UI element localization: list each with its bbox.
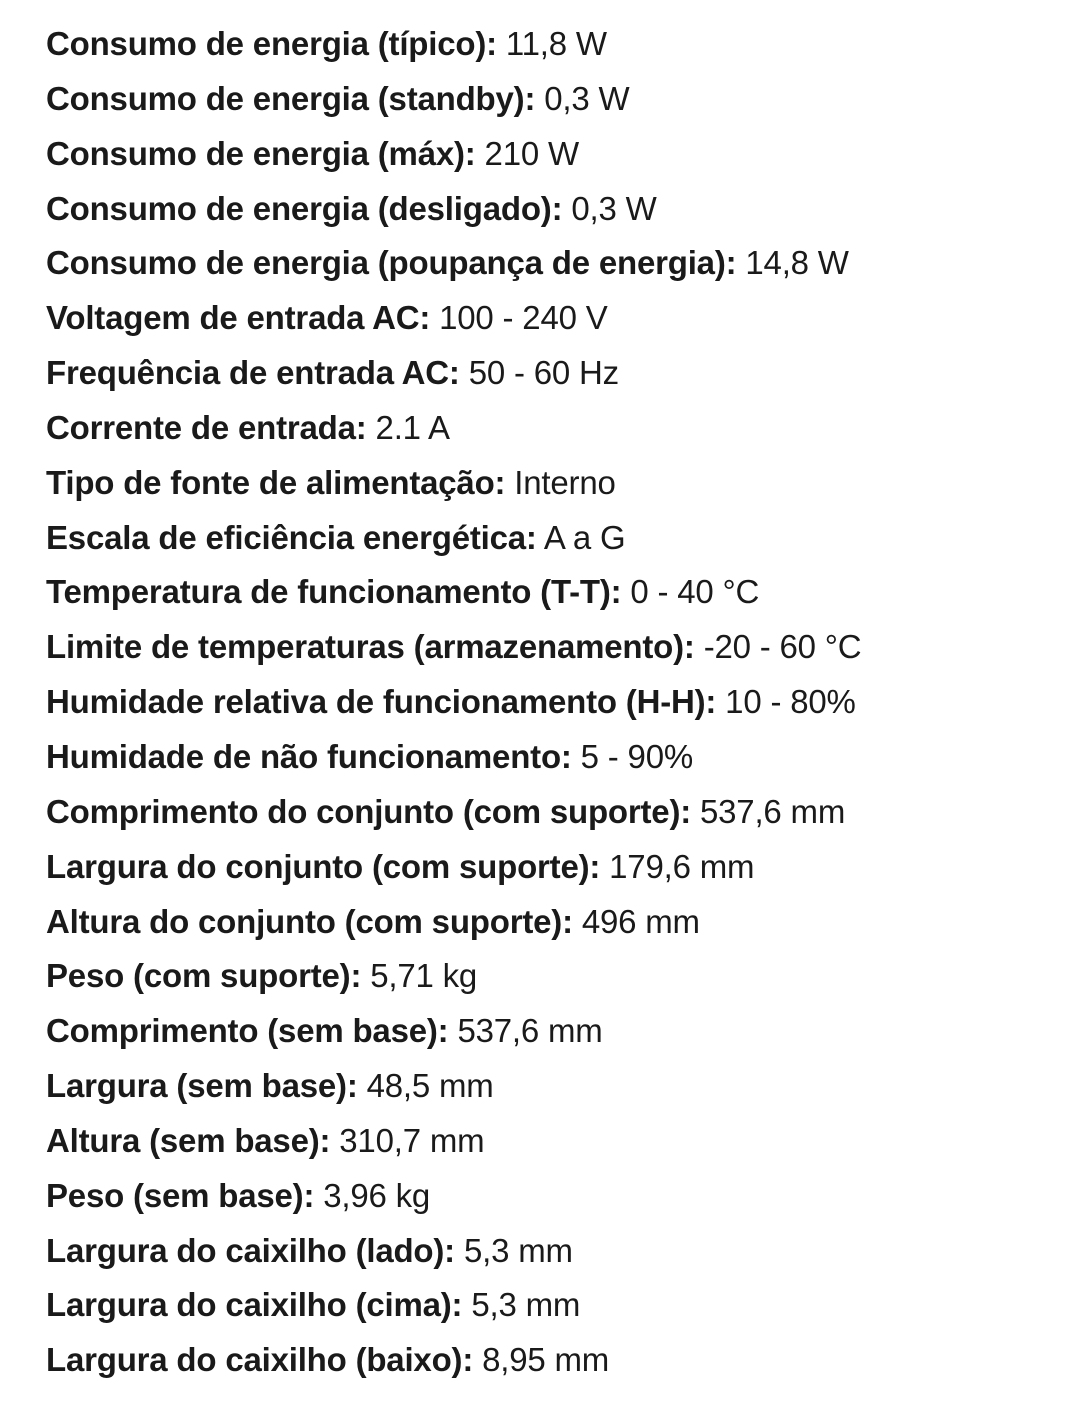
- spec-value: 0 - 40 °C: [630, 573, 760, 611]
- spec-value: 310,7 mm: [339, 1121, 485, 1159]
- spec-row: [46, 565, 1070, 620]
- spec-value: 5,3 mm: [463, 1231, 573, 1269]
- spec-label: Humidade relativa de funcionamento (H-H):: [46, 683, 717, 721]
- spec-label: Largura (sem base):: [46, 1067, 358, 1105]
- spec-row: [46, 182, 1070, 237]
- spec-label: Altura do conjunto (com suporte):: [46, 902, 573, 940]
- spec-value: 210 W: [484, 134, 579, 172]
- spec-row: [46, 236, 1070, 291]
- spec-row: [46, 1333, 1070, 1388]
- spec-value: 5,3 mm: [471, 1286, 581, 1324]
- spec-label: Largura do caixilho (baixo):: [46, 1341, 474, 1379]
- spec-value: A a G: [543, 518, 626, 556]
- spec-value: 179,6 mm: [609, 847, 755, 885]
- spec-value: 0,3 W: [571, 189, 657, 227]
- spec-value: 48,5 mm: [366, 1067, 494, 1105]
- spec-row: [46, 1114, 1070, 1169]
- spec-row: [46, 730, 1070, 785]
- spec-row: [46, 1224, 1070, 1279]
- spec-label: Consumo de energia (standby):: [46, 79, 536, 117]
- spec-list: [46, 17, 1070, 1388]
- spec-label: Consumo de energia (desligado):: [46, 189, 563, 227]
- spec-row: [46, 127, 1070, 182]
- spec-row: [46, 346, 1070, 401]
- spec-label: Frequência de entrada AC:: [46, 354, 460, 392]
- spec-row: [46, 620, 1070, 675]
- spec-row: [46, 895, 1070, 950]
- spec-value: 5 - 90%: [580, 737, 693, 775]
- spec-label: Consumo de energia (máx):: [46, 134, 476, 172]
- spec-value: 0,3 W: [544, 79, 630, 117]
- spec-row: [46, 456, 1070, 511]
- spec-value: 496 mm: [581, 902, 700, 940]
- spec-row: [46, 675, 1070, 730]
- spec-value: 10 - 80%: [725, 683, 856, 721]
- spec-row: [46, 511, 1070, 566]
- spec-label: Peso (com suporte):: [46, 957, 362, 995]
- spec-label: Altura (sem base):: [46, 1121, 331, 1159]
- spec-value: 3,96 kg: [323, 1176, 431, 1214]
- spec-value: 5,71 kg: [370, 957, 478, 995]
- spec-label: Temperatura de funcionamento (T-T):: [46, 573, 622, 611]
- spec-value: 11,8 W: [505, 25, 607, 62]
- spec-row: [46, 17, 1070, 72]
- spec-label: Humidade de não funcionamento:: [46, 737, 572, 775]
- spec-row: [46, 840, 1070, 895]
- spec-label: Tipo de fonte de alimentação:: [46, 463, 506, 501]
- spec-value: Interno: [514, 463, 616, 501]
- spec-row: [46, 1059, 1070, 1114]
- spec-label: Largura do conjunto (com suporte):: [46, 847, 601, 885]
- spec-row: [46, 785, 1070, 840]
- spec-label: Voltagem de entrada AC:: [46, 299, 431, 337]
- spec-row: [46, 1169, 1070, 1224]
- spec-value: 100 - 240 V: [439, 299, 608, 337]
- spec-value: 14,8 W: [745, 244, 849, 282]
- spec-row: [46, 72, 1070, 127]
- spec-label: Escala de eficiência energética:: [46, 518, 537, 556]
- spec-row: [46, 949, 1070, 1004]
- spec-value: 8,95 mm: [482, 1341, 610, 1379]
- spec-label: Comprimento (sem base):: [46, 1012, 449, 1050]
- spec-label: Consumo de energia (poupança de energia):: [46, 244, 737, 282]
- spec-value: 537,6 mm: [457, 1012, 603, 1050]
- spec-row: [46, 1004, 1070, 1059]
- spec-label: Largura do caixilho (lado):: [46, 1231, 455, 1269]
- spec-label: Largura do caixilho (cima):: [46, 1286, 463, 1324]
- spec-label: Corrente de entrada:: [46, 408, 367, 446]
- spec-value: -20 - 60 °C: [703, 628, 862, 666]
- spec-label: Limite de temperaturas (armazenamento):: [46, 628, 695, 666]
- spec-label: Peso (sem base):: [46, 1176, 315, 1214]
- spec-label: Comprimento do conjunto (com suporte):: [46, 792, 692, 830]
- spec-label: Consumo de energia (típico):: [46, 25, 497, 62]
- spec-value: 2.1 A: [375, 408, 450, 446]
- spec-row: [46, 401, 1070, 456]
- spec-value: 537,6 mm: [700, 792, 846, 830]
- spec-row: [46, 1278, 1070, 1333]
- spec-row: [46, 291, 1070, 346]
- spec-value: 50 - 60 Hz: [468, 354, 619, 392]
